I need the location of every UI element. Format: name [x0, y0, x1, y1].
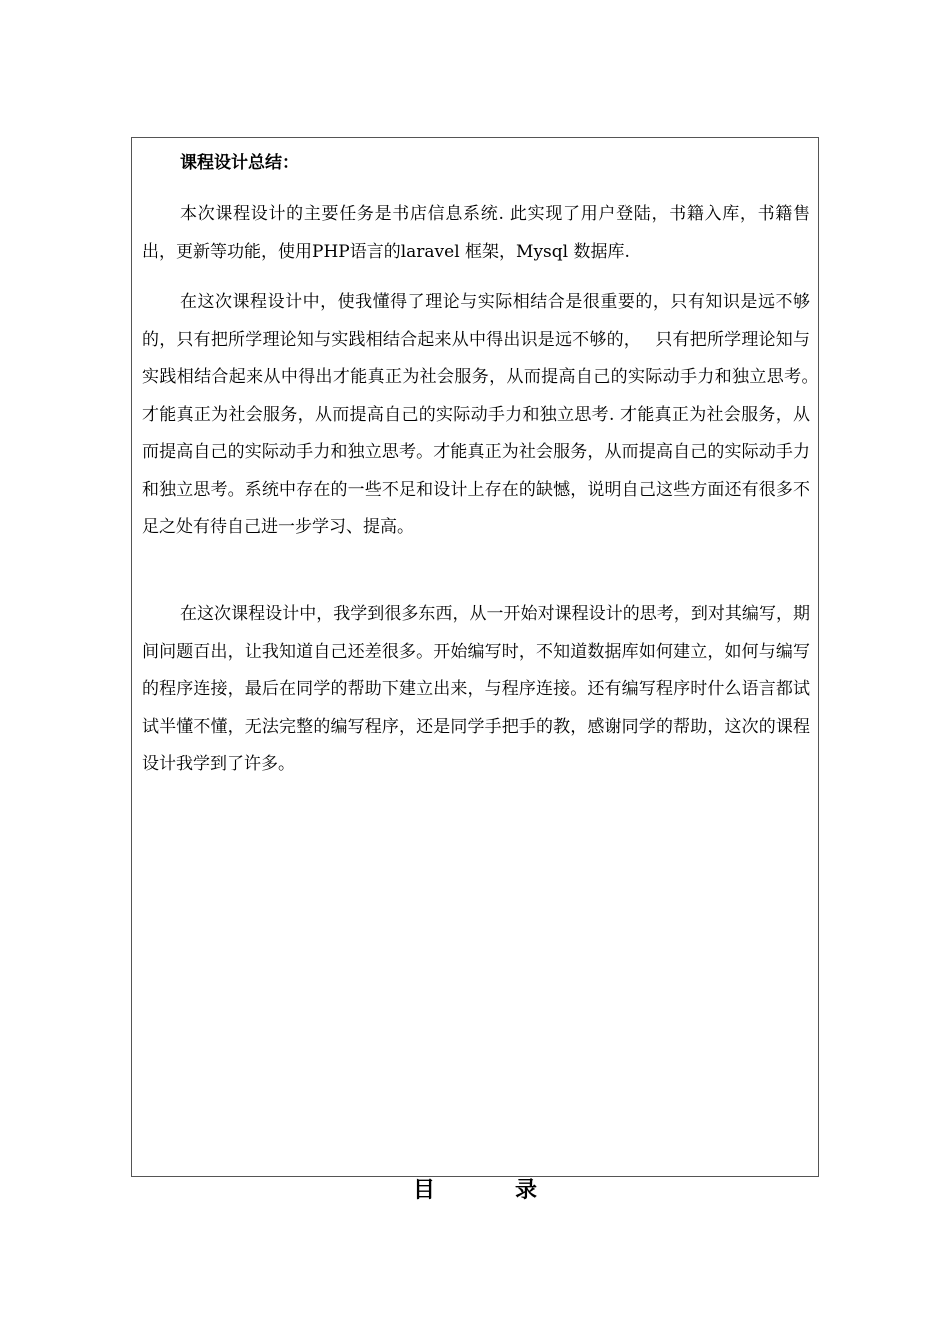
summary-paragraph-3: 在这次课程设计中，我学到很多东西，从一开始对课程设计的思考，到对其编写，期间问题百出，让我知道自己还差很多。开始编写时，不知道数据库如何建立，如何与编写的程序连接，最后在同学的帮助下建立出来，与程序连接。还有编写程序时什么语言都试试半懂不懂，无法完整的编写程序，还是同学手把手的教，感谢同学的帮助，这次的课程设计我学到了许多。: [142, 604, 810, 774]
summary-paragraph-2: 在这次课程设计中，使我懂得了理论与实际相结合是很重要的，只有知识是远不够的，只有把所学理论知与实践相结合起来从中得出识是远不够的， 只有把所学理论知与实践相结合起来从中得出才能真正为社会服务，从而提高自己的实际动手力和独立思考。 才能真正为社会服务，从而提高自己的实际动手力和独立思考. 才能真正为社会服务，从而提高自己的实际动手力和独立思考。才能真正为社会服务，从而提高自己的实际动手力和独立思考。系统中存在的一些不足和设计上存在的缺憾，说明自己这些方面还有很多不足之处有待自己进一步学习、提高。: [142, 292, 827, 537]
summary-paragraph-1: 本次课程设计的主要任务是书店信息系统. 此实现了用户登陆，书籍入库，书籍售出，更新等功能，使用PHP语言的laravel 框架，Mysql 数据库.: [142, 204, 810, 262]
summary-box: [131, 137, 827, 1177]
toc-title-char-1: 目: [412, 1178, 435, 1203]
toc-title: [0, 1176, 950, 1206]
toc-title-char-2: 录: [515, 1178, 538, 1203]
summary-heading: 课程设计总结：: [180, 153, 299, 173]
